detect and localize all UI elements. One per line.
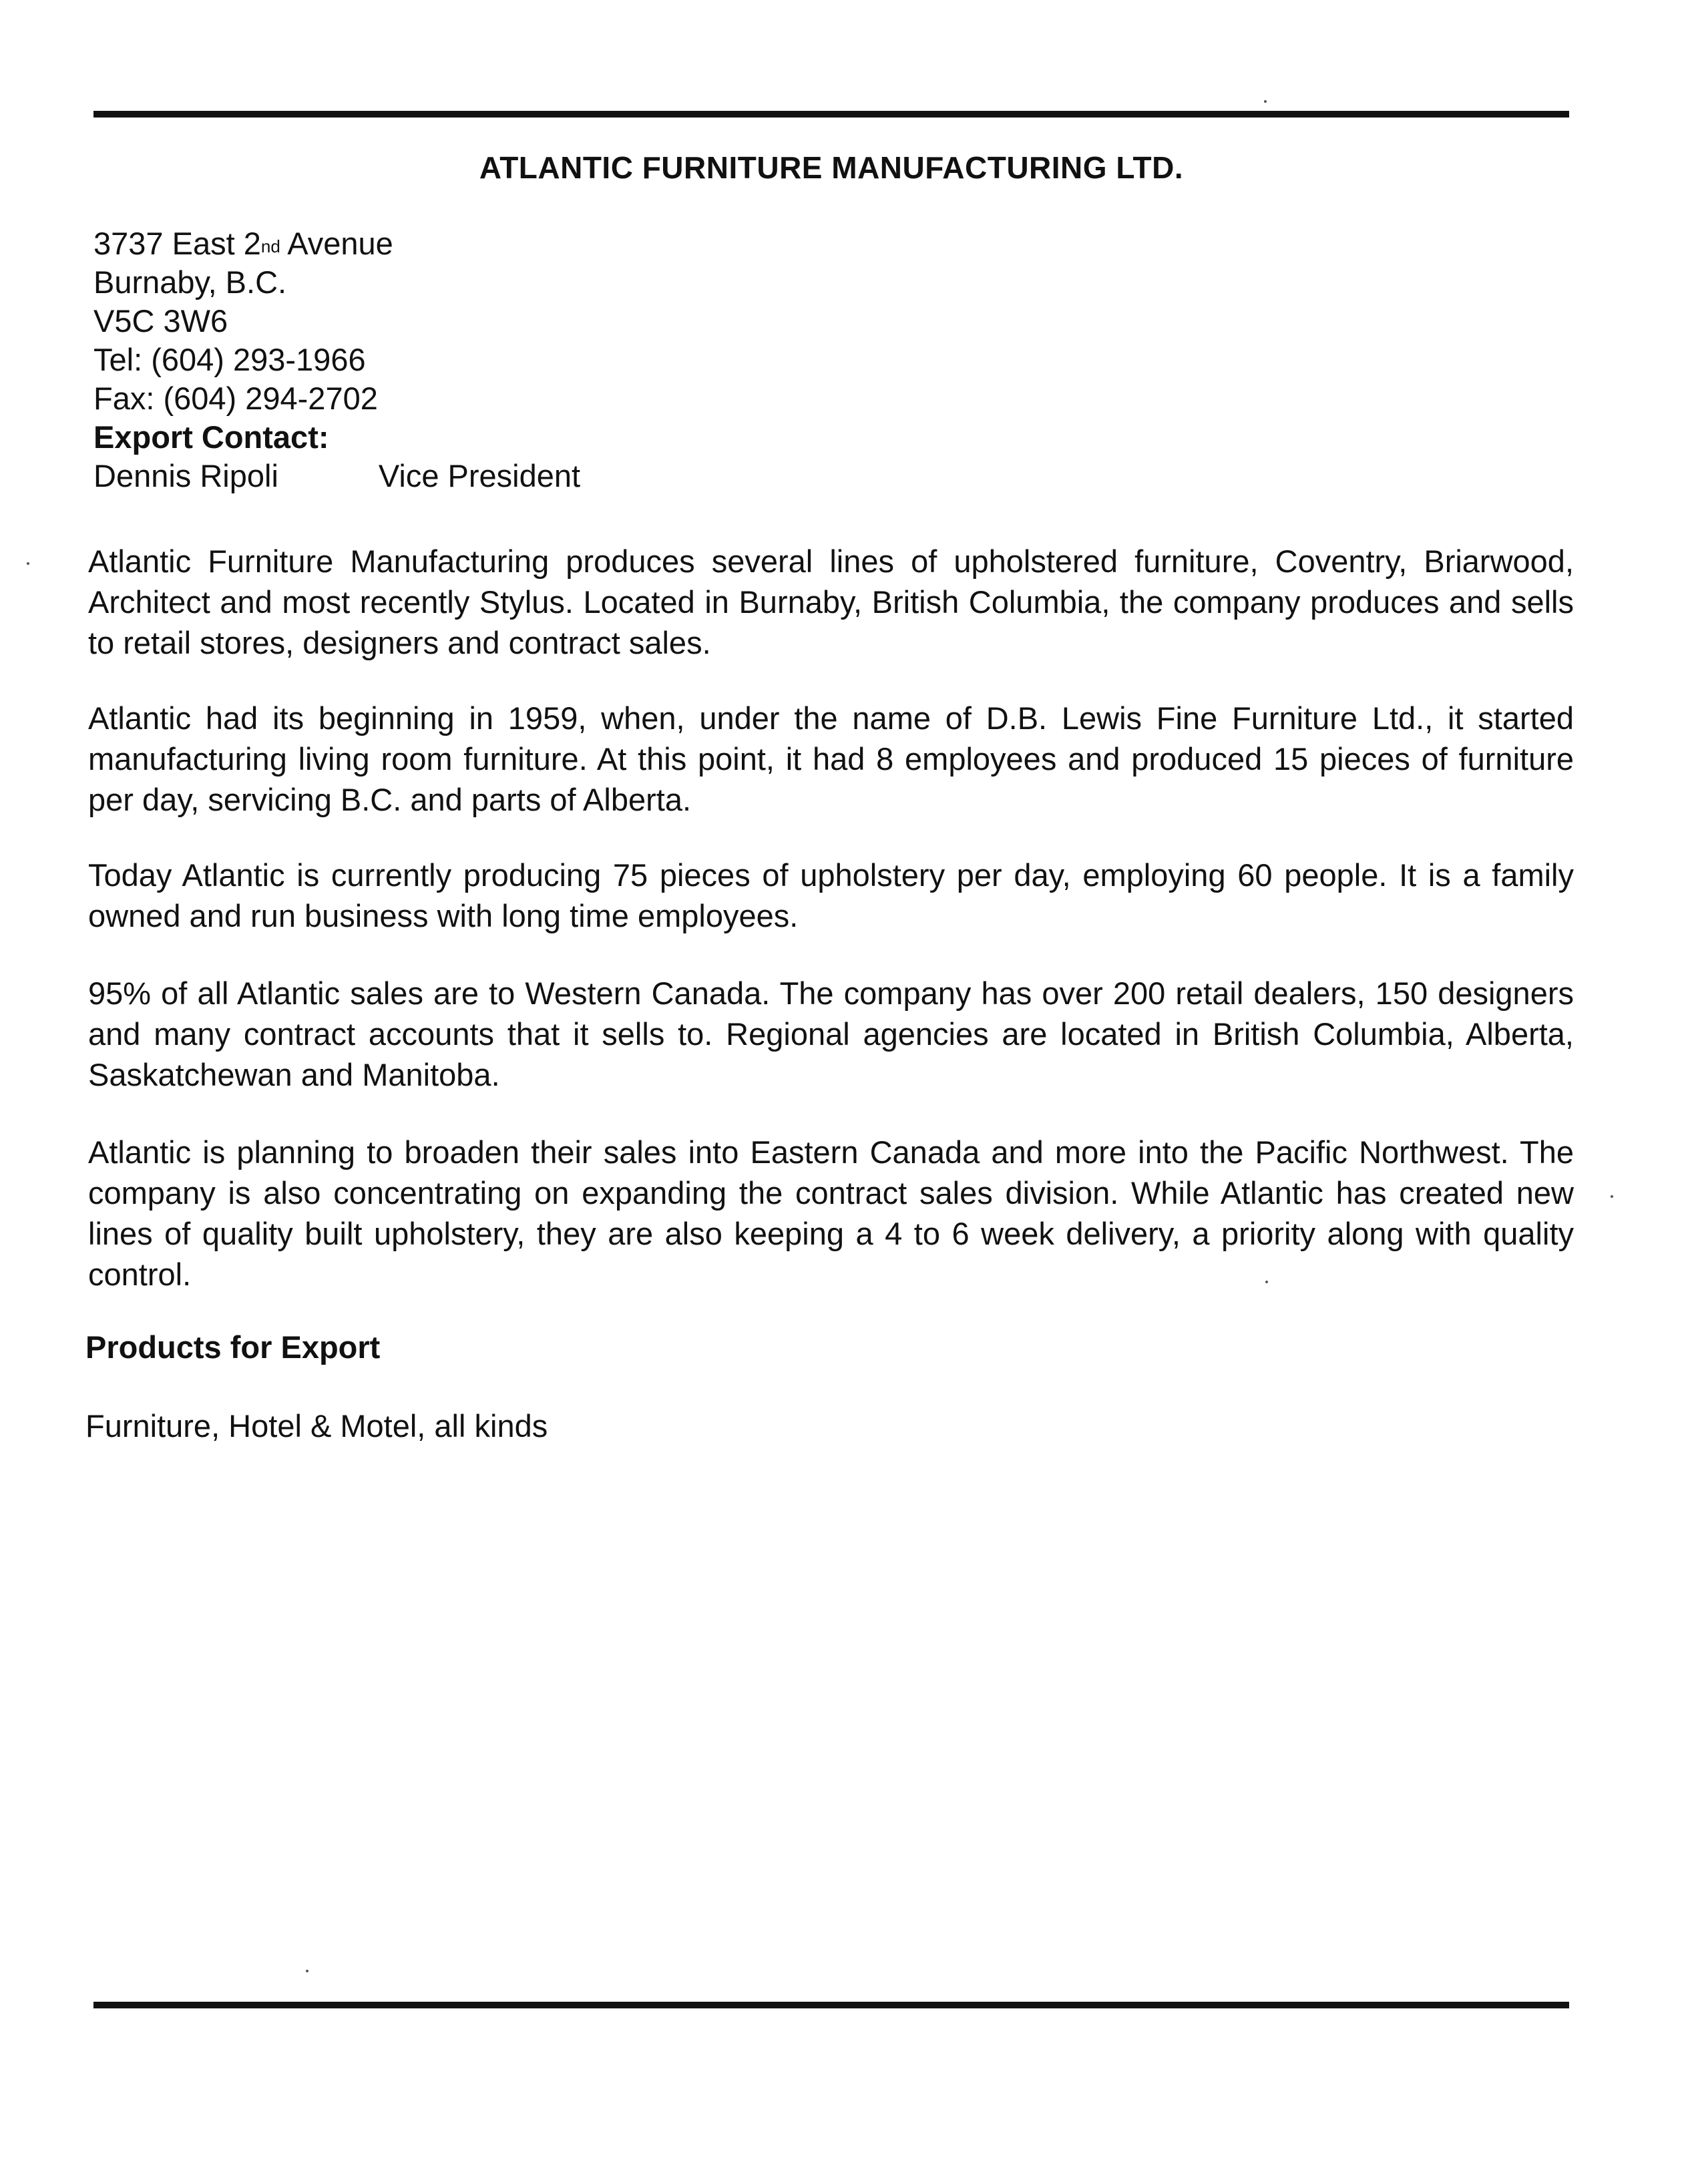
top-rule: [93, 111, 1569, 118]
products-heading: Products for Export: [85, 1329, 381, 1365]
scan-speck: [1264, 100, 1267, 103]
paragraph-history: Atlantic had its beginning in 1959, when, under the name of D.B. Lewis Fine Furniture Ltd., it started manufacturing living room furniture. At this point, it had 8 employees and produced 15 pieces of furniture per day, servicing B.C. and parts of Alberta.: [88, 700, 1574, 817]
scan-speck: [306, 1970, 308, 1972]
export-contact-heading: Export Contact:: [93, 419, 329, 455]
fax: Fax: (604) 294-2702: [93, 381, 378, 416]
products-text: Furniture, Hotel & Motel, all kinds: [85, 1408, 548, 1444]
contact-title: Vice President: [378, 458, 581, 493]
company-name: ATLANTIC FURNITURE MANUFACTURING LTD.: [479, 150, 1184, 185]
address-block: [93, 224, 580, 495]
scan-speck: [27, 562, 29, 565]
paragraph-today: Today Atlantic is currently producing 75 pieces of upholstery per day, employing 60 people. It is a family owned and run business with long time employees.: [88, 857, 1574, 933]
telephone: Tel: (604) 293-1966: [93, 342, 366, 377]
street-prefix: 3737 East 2: [93, 226, 261, 261]
paragraph-overview: Atlantic Furniture Manufacturing produces several lines of upholstered furniture, Coventry, Briarwood, Architect and most recently Stylus. Located in Burnaby, British Columbia, the company produces and sells to retail stores, designers and contract sales.: [88, 543, 1574, 660]
bottom-rule: [93, 2002, 1569, 2008]
postal-code: V5C 3W6: [93, 303, 228, 339]
scan-speck: [1611, 1195, 1613, 1198]
street-ordinal: nd: [260, 236, 280, 256]
paragraph-sales: 95% of all Atlantic sales are to Western Canada. The company has over 200 retail dealers, 150 designers and many contract accounts that it sells to. Regional agencies are located in British Columbia, Alberta, Saskatchewan and Manitoba.: [88, 975, 1574, 1092]
street-suffix: Avenue: [280, 226, 393, 261]
paragraph-plans: Atlantic is planning to broaden their sales into Eastern Canada and more into the Pacific Northwest. The company is also concentrating on expanding the contract sales division. While Atlantic has created new lines of quality built upholstery, they are also keeping a 4 to 6 week delivery, a priority along with quality control.: [88, 1134, 1574, 1292]
contact-name: Dennis Ripoli: [93, 458, 278, 493]
export-contact-line: [93, 457, 580, 495]
city: Burnaby, B.C.: [93, 264, 287, 300]
street-address: [93, 224, 580, 263]
scan-speck: [1265, 1281, 1268, 1283]
